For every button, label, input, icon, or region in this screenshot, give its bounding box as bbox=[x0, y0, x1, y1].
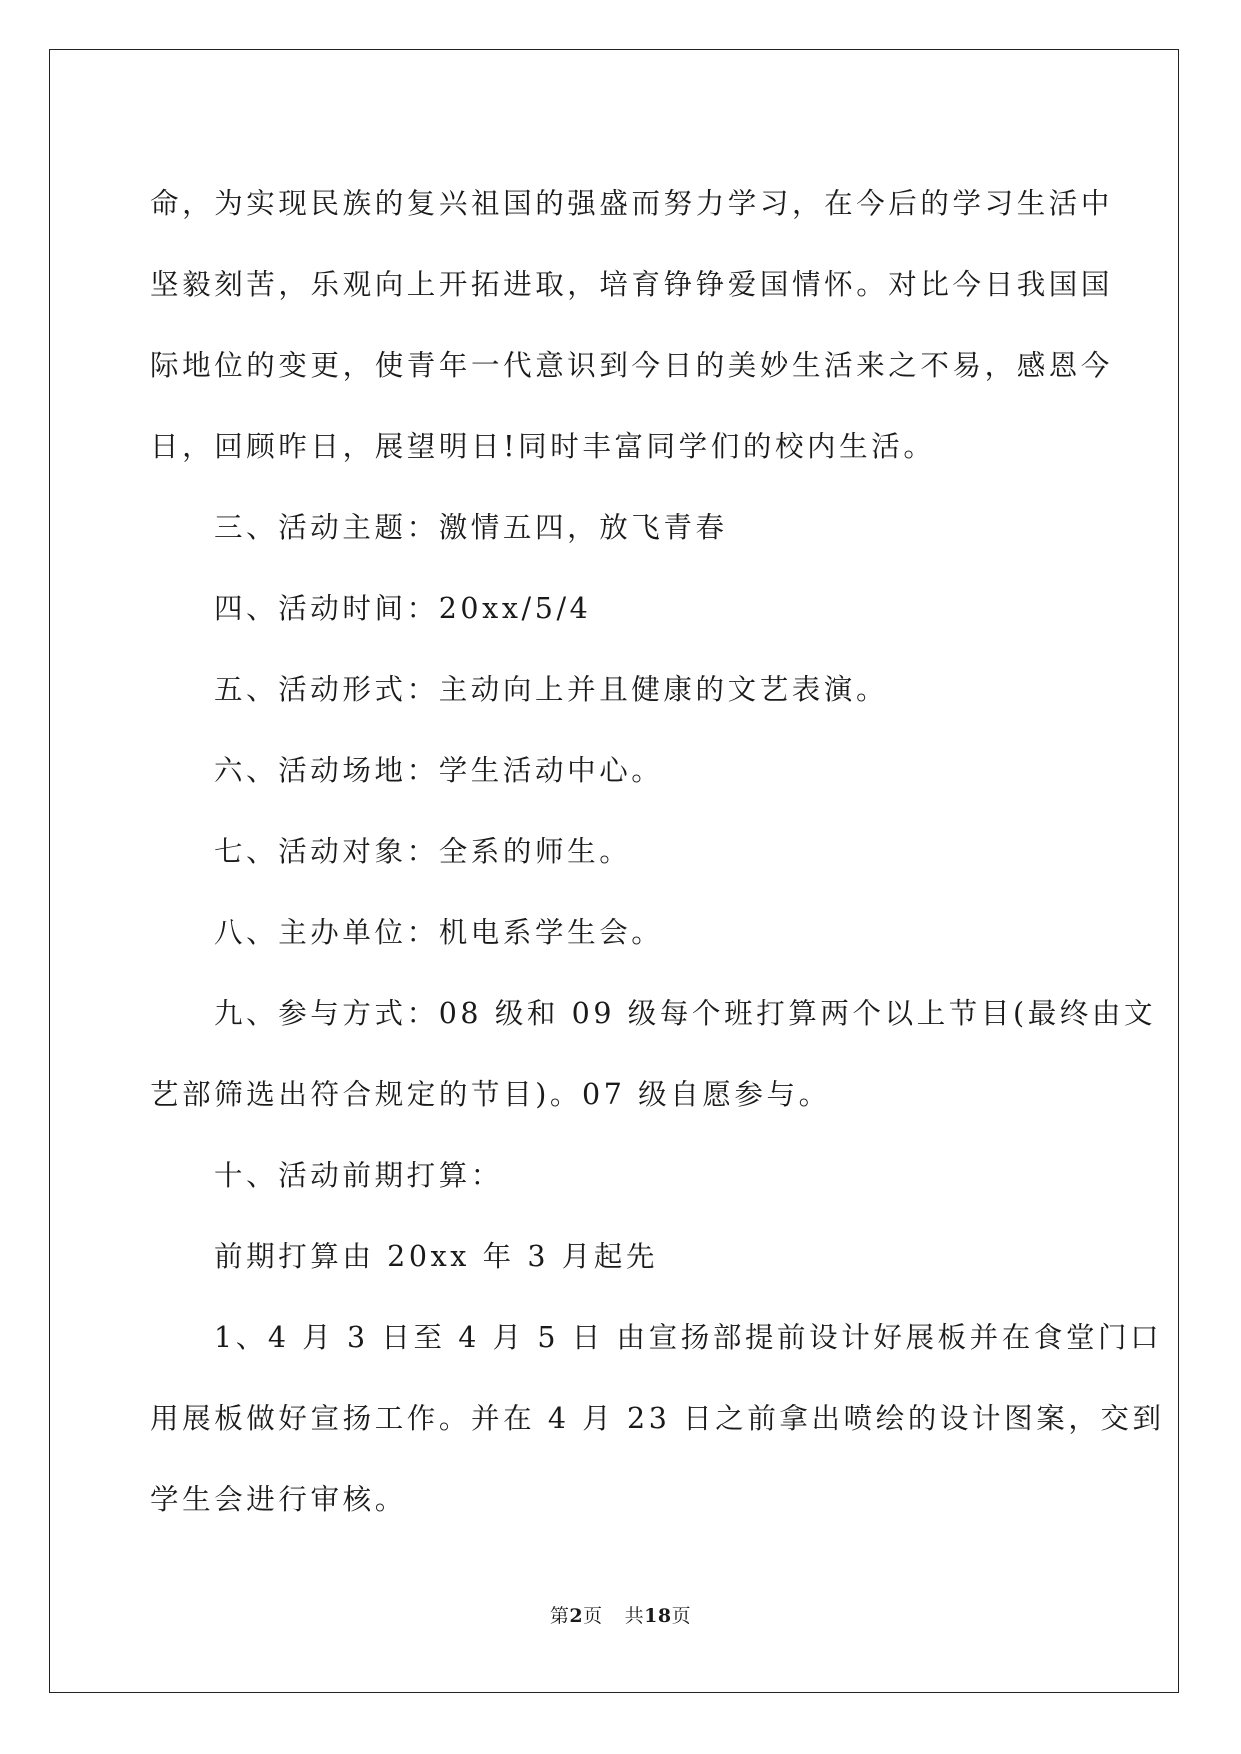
paragraph-participation bbox=[150, 973, 1157, 1135]
text-line: 四、活动时间：20xx/5/4 bbox=[214, 592, 592, 625]
text-line: 五、活动形式：主动向上并且健康的文艺表演。 bbox=[214, 673, 889, 706]
paragraph-intro-continuation bbox=[150, 163, 1114, 487]
paragraph-activity-theme bbox=[150, 487, 1085, 568]
text-line: 六、活动场地：学生活动中心。 bbox=[214, 754, 664, 787]
paragraph-organizer bbox=[150, 892, 1085, 973]
text-line: 日，回顾昨日，展望明日!同时丰富同学们的校内生活。 bbox=[150, 430, 936, 463]
paragraph-preparation-heading bbox=[150, 1135, 1085, 1216]
document-body bbox=[150, 163, 1165, 1540]
text-line: 命，为实现民族的复兴祖国的强盛而努力学习，在今后的学习生活中 bbox=[150, 187, 1114, 220]
text-line: 九、参与方式：08 级和 09 级每个班打算两个以上节目(最终由文 bbox=[214, 997, 1157, 1030]
text-line: 八、主办单位：机电系学生会。 bbox=[214, 916, 664, 949]
text-line: 七、活动对象：全系的师生。 bbox=[214, 835, 632, 868]
text-line: 坚毅刻苦，乐观向上开拓进取，培育铮铮爱国情怀。对比今日我国国 bbox=[150, 268, 1114, 301]
paragraph-preparation-step-1 bbox=[150, 1297, 1165, 1540]
total-prefix: 共 bbox=[624, 1605, 645, 1627]
paragraph-activity-format bbox=[150, 649, 1085, 730]
text-line: 三、活动主题：激情五四，放飞青春 bbox=[214, 511, 728, 544]
text-line: 十、活动前期打算： bbox=[214, 1159, 503, 1192]
text-line: 用展板做好宣扬工作。并在 4 月 23 日之前拿出喷绘的设计图案，交到 bbox=[150, 1402, 1165, 1435]
total-pages: 18 bbox=[644, 1605, 672, 1627]
page-footer bbox=[0, 1601, 1241, 1628]
paragraph-activity-venue bbox=[150, 730, 1085, 811]
total-suffix: 页 bbox=[671, 1605, 692, 1627]
page-number: 2 bbox=[569, 1605, 584, 1627]
text-line: 1、4 月 3 日至 4 月 5 日 由宣扬部提前设计好展板并在食堂门口 bbox=[214, 1321, 1163, 1354]
text-line: 际地位的变更，使青年一代意识到今日的美妙生活来之不易，感恩今 bbox=[150, 349, 1114, 382]
paragraph-activity-time bbox=[150, 568, 1085, 649]
text-line: 前期打算由 20xx 年 3 月起先 bbox=[214, 1240, 659, 1273]
paragraph-activity-audience bbox=[150, 811, 1085, 892]
page-suffix: 页 bbox=[583, 1605, 603, 1627]
paragraph-preparation-start bbox=[150, 1216, 1085, 1297]
text-line: 艺部筛选出符合规定的节目)。07 级自愿参与。 bbox=[150, 1078, 831, 1111]
page-prefix: 第 bbox=[549, 1605, 570, 1627]
text-line: 学生会进行审核。 bbox=[150, 1483, 407, 1516]
